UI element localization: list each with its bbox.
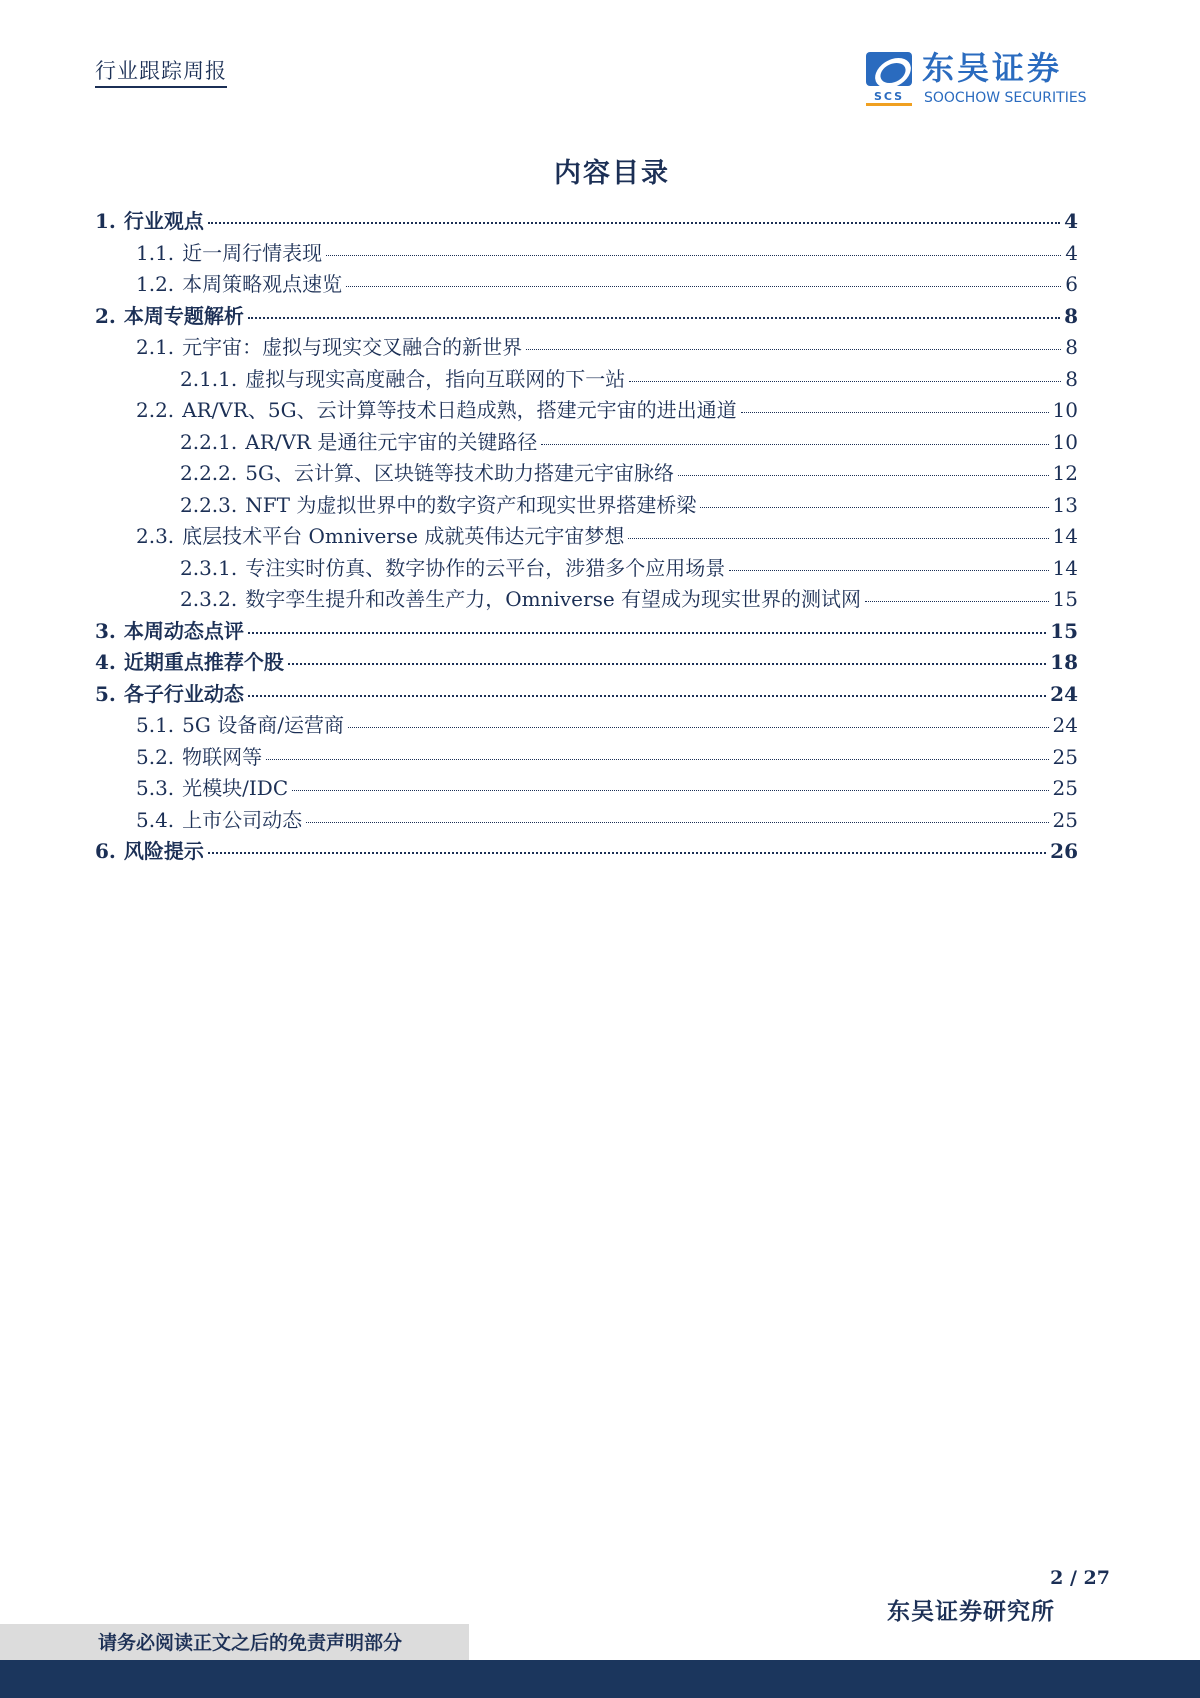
toc-entry-number: 4.	[95, 650, 116, 674]
toc-entry-page: 12	[1052, 461, 1078, 485]
toc-entry-title: 底层技术平台 Omniverse 成就英伟达元宇宙梦想	[182, 524, 625, 548]
toc-leader-dots	[248, 695, 1046, 697]
toc-entry-number: 2.1.1.	[180, 366, 238, 391]
toc-entry[interactable]	[95, 207, 1078, 237]
toc-leader-dots	[208, 852, 1046, 854]
toc-entry[interactable]	[136, 239, 1078, 269]
toc-entry-page: 14	[1052, 524, 1078, 548]
page-number: 2 / 27	[1050, 1567, 1110, 1589]
toc-entry-page: 25	[1052, 744, 1078, 769]
toc-entry-page: 10	[1052, 429, 1078, 454]
report-type-label: 行业跟踪周报	[95, 58, 227, 88]
toc-entry[interactable]	[180, 365, 1078, 395]
toc-entry-page: 25	[1052, 807, 1078, 832]
toc-entry-title: 数字孪生提升和改善生产力，Omniverse 有望成为现实世界的测试网	[245, 587, 862, 611]
toc-leader-dots	[526, 349, 1061, 350]
toc-leader-dots	[306, 822, 1048, 823]
toc-entry-title: AR/VR、5G、云计算等技术日趋成熟，搭建元宇宙的进出通道	[182, 398, 737, 422]
toc-entry[interactable]	[180, 554, 1078, 584]
toc-entry-page: 8	[1064, 303, 1078, 328]
toc-entry-title: 5G、云计算、区块链等技术助力搭建元宇宙脉络	[245, 461, 674, 485]
toc-entry[interactable]	[95, 648, 1078, 678]
toc-entry-number: 2.3.2.	[180, 587, 238, 611]
toc-entry-page: 24	[1052, 713, 1078, 737]
toc-entry-number: 1.1.	[136, 240, 175, 265]
toc-entry-page: 10	[1052, 398, 1078, 422]
toc-entry-title: 元宇宙：虚拟与现实交叉融合的新世界	[182, 335, 523, 359]
toc-entry-page: 6	[1065, 272, 1078, 296]
toc-entry[interactable]	[136, 743, 1078, 773]
toc-entry-title: 上市公司动态	[182, 807, 303, 832]
toc-entry-page: 8	[1065, 335, 1078, 359]
toc-entry[interactable]	[136, 522, 1078, 552]
toc-leader-dots	[729, 570, 1048, 571]
toc-entry-number: 6.	[95, 839, 116, 863]
toc-entry-title: 近期重点推荐个股	[123, 650, 284, 674]
toc-leader-dots	[741, 412, 1049, 413]
toc-entry-number: 5.3.	[136, 776, 175, 800]
toc-entry-number: 2.2.2.	[180, 461, 238, 485]
toc-entry[interactable]	[180, 459, 1078, 489]
toc-entry-number: 2.2.1.	[180, 429, 238, 454]
toc-leader-dots	[288, 663, 1046, 665]
toc-entry[interactable]	[136, 333, 1078, 363]
toc-entry-page: 25	[1052, 776, 1078, 800]
toc-entry-number: 5.4.	[136, 807, 175, 832]
toc-entry-title: 风险提示	[123, 839, 204, 863]
toc-entry-title: 近一周行情表现	[182, 240, 323, 265]
toc-entry-title: 行业观点	[123, 209, 204, 233]
toc-leader-dots	[629, 381, 1061, 382]
toc-entry-page: 4	[1064, 209, 1078, 233]
disclaimer-note: 请务必阅读正文之后的免责声明部分	[0, 1624, 469, 1662]
toc-entry-number: 2.2.3.	[180, 492, 238, 517]
toc-entry[interactable]	[136, 806, 1078, 836]
toc-entry-page: 14	[1052, 555, 1078, 580]
toc-leader-dots	[248, 632, 1046, 634]
toc-entry-page: 15	[1050, 618, 1078, 643]
toc-entry-title: 光模块/IDC	[182, 776, 289, 800]
toc-entry-number: 2.3.	[136, 524, 175, 548]
toc-entry-page: 18	[1050, 650, 1078, 674]
toc-entry-title: 本周专题解析	[123, 303, 244, 328]
toc-entry-number: 5.1.	[136, 713, 175, 737]
toc-entry-number: 2.	[95, 303, 116, 328]
toc-entry-number: 1.	[95, 209, 116, 233]
toc-entry[interactable]	[180, 428, 1078, 458]
toc-entry[interactable]	[95, 302, 1078, 332]
footer-band	[0, 1660, 1200, 1698]
toc-leader-dots	[326, 255, 1061, 256]
toc-entry-number: 5.2.	[136, 744, 175, 769]
toc-leader-dots	[248, 317, 1060, 319]
toc-entry[interactable]	[136, 774, 1078, 804]
toc-entry[interactable]	[95, 617, 1078, 647]
toc-entry-title: AR/VR 是通往元宇宙的关键路径	[245, 429, 538, 454]
toc-entry-page: 13	[1052, 492, 1078, 517]
toc-entry[interactable]	[180, 585, 1078, 615]
toc-leader-dots	[348, 727, 1049, 728]
toc-entry-page: 26	[1050, 839, 1078, 863]
toc-leader-dots	[208, 222, 1060, 224]
toc-entry-page: 8	[1065, 366, 1078, 391]
toc-entry-title: 物联网等	[182, 744, 263, 769]
toc-leader-dots	[292, 790, 1048, 791]
page-title: 内容目录	[554, 158, 670, 189]
toc-entry-title: 专注实时仿真、数字协作的云平台，涉猎多个应用场景	[245, 555, 726, 580]
toc-entry-title: 本周动态点评	[123, 618, 244, 643]
toc-entry[interactable]	[180, 491, 1078, 521]
toc-leader-dots	[678, 475, 1049, 476]
toc-entry-number: 2.3.1.	[180, 555, 238, 580]
toc-entry-title: NFT 为虚拟世界中的数字资产和现实世界搭建桥梁	[245, 492, 697, 517]
toc-leader-dots	[266, 759, 1048, 760]
toc-entry-number: 5.	[95, 681, 116, 706]
toc-entry[interactable]	[136, 270, 1078, 300]
toc-entry-title: 各子行业动态	[123, 681, 244, 706]
logo-abbr: SCS	[866, 90, 912, 106]
toc-leader-dots	[865, 601, 1049, 602]
toc-entry-page: 15	[1052, 587, 1078, 611]
toc-entry-number: 2.2.	[136, 398, 175, 422]
toc-entry-page: 24	[1050, 681, 1078, 706]
toc-entry-number: 1.2.	[136, 272, 175, 296]
toc-entry-title: 本周策略观点速览	[182, 272, 343, 296]
toc-entry-page: 4	[1065, 240, 1078, 265]
toc-entry-number: 2.1.	[136, 335, 175, 359]
toc-leader-dots	[346, 286, 1061, 287]
logo-en: SOOCHOW SECURITIES	[924, 90, 1087, 106]
toc-entry[interactable]	[136, 396, 1078, 426]
toc-entry[interactable]	[95, 680, 1078, 710]
logo-cn: 东吴证券	[922, 49, 1063, 87]
company-logo	[866, 50, 1116, 110]
toc-leader-dots	[700, 507, 1048, 508]
toc-entry[interactable]	[136, 711, 1078, 741]
toc-entry-title: 5G 设备商/运营商	[182, 713, 344, 737]
toc-entry[interactable]	[95, 837, 1078, 867]
institute-name: 东吴证券研究所	[887, 1598, 1055, 1625]
logo-mark-icon	[866, 52, 912, 86]
toc-leader-dots	[628, 538, 1048, 539]
toc-entry-number: 3.	[95, 618, 116, 643]
toc-leader-dots	[541, 444, 1048, 445]
toc-entry-title: 虚拟与现实高度融合，指向互联网的下一站	[245, 366, 626, 391]
